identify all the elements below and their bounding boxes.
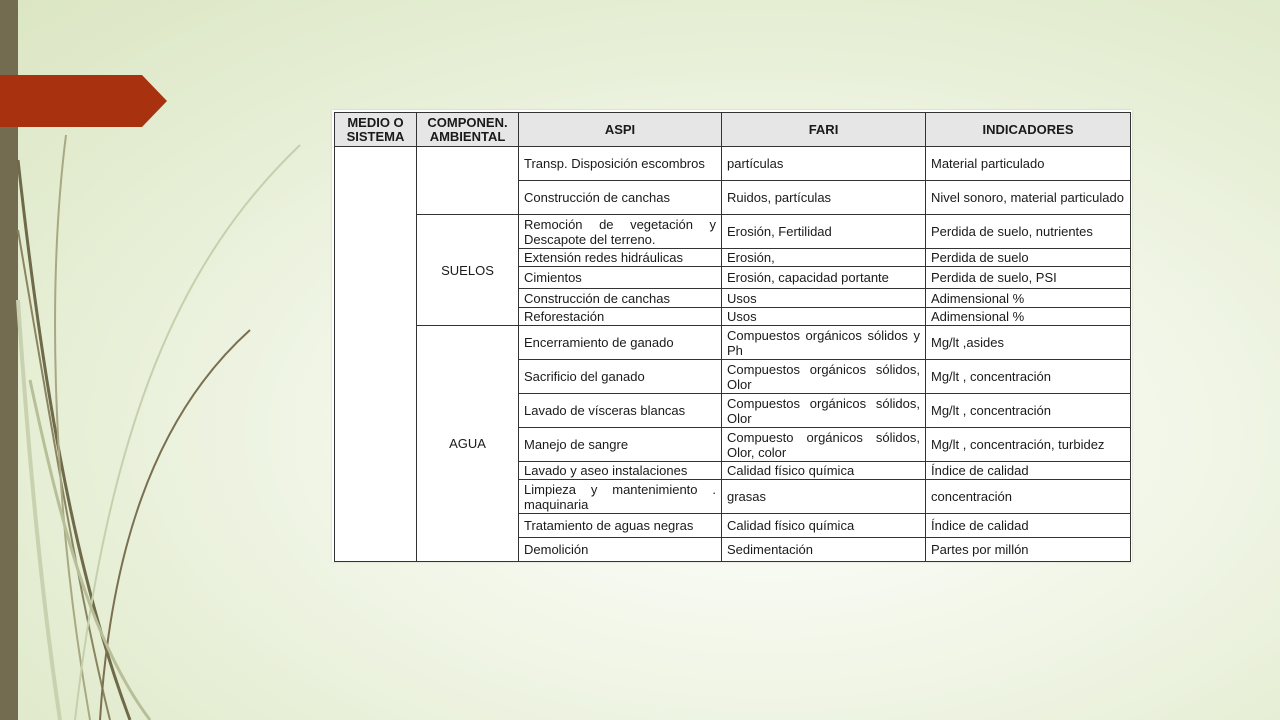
medio-cell bbox=[335, 147, 417, 562]
fari-cell: Compuestos orgánicos sólidos, Olor bbox=[722, 394, 926, 428]
fari-cell: Calidad físico química bbox=[722, 462, 926, 480]
aspi-cell: Construcción de canchas bbox=[519, 181, 722, 215]
indicador-cell: Perdida de suelo bbox=[926, 249, 1131, 267]
indicador-cell: Mg/lt , concentración bbox=[926, 394, 1131, 428]
fari-cell: Compuestos orgánicos sólidos, Olor bbox=[722, 360, 926, 394]
aspi-cell: Extensión redes hidráulicas bbox=[519, 249, 722, 267]
fari-cell: Compuestos orgánicos sólidos y Ph bbox=[722, 326, 926, 360]
indicador-cell: Adimensional % bbox=[926, 289, 1131, 308]
fari-cell: Sedimentación bbox=[722, 538, 926, 562]
indicador-cell: Adimensional % bbox=[926, 308, 1131, 326]
componente-agua: AGUA bbox=[417, 326, 519, 562]
fari-cell: Ruidos, partículas bbox=[722, 181, 926, 215]
header-indicadores: INDICADORES bbox=[926, 113, 1131, 147]
header-componente: COMPONEN. AMBIENTAL bbox=[417, 113, 519, 147]
fari-cell: Erosión, Fertilidad bbox=[722, 215, 926, 249]
indicador-cell: Índice de calidad bbox=[926, 514, 1131, 538]
aspi-cell: Construcción de canchas bbox=[519, 289, 722, 308]
aspi-cell: Manejo de sangre bbox=[519, 428, 722, 462]
indicador-cell: Mg/lt ,asides bbox=[926, 326, 1131, 360]
indicador-cell: Mg/lt , concentración, turbidez bbox=[926, 428, 1131, 462]
aspi-cell: Demolición bbox=[519, 538, 722, 562]
indicador-cell: Perdida de suelo, nutrientes bbox=[926, 215, 1131, 249]
componente-cell-empty bbox=[417, 147, 519, 215]
fari-cell: partículas bbox=[722, 147, 926, 181]
table-row bbox=[335, 215, 1131, 249]
aspi-cell: Tratamiento de aguas negras bbox=[519, 514, 722, 538]
header-fari: FARI bbox=[722, 113, 926, 147]
header-aspi: ASPI bbox=[519, 113, 722, 147]
table-row bbox=[335, 147, 1131, 181]
environmental-impact-table bbox=[334, 112, 1131, 562]
aspi-cell: Lavado de vísceras blancas bbox=[519, 394, 722, 428]
indicador-cell: Índice de calidad bbox=[926, 462, 1131, 480]
table-row bbox=[335, 326, 1131, 360]
aspi-cell: Reforestación bbox=[519, 308, 722, 326]
header-medio: MEDIO O SISTEMA bbox=[335, 113, 417, 147]
aspi-cell: Sacrificio del ganado bbox=[519, 360, 722, 394]
fari-cell: Compuesto orgánicos sólidos, Olor, color bbox=[722, 428, 926, 462]
fari-cell: grasas bbox=[722, 480, 926, 514]
aspi-cell: Transp. Disposición escombros bbox=[519, 147, 722, 181]
aspi-cell: Encerramiento de ganado bbox=[519, 326, 722, 360]
indicador-cell: Partes por millón bbox=[926, 538, 1131, 562]
indicador-cell: Material particulado bbox=[926, 147, 1131, 181]
indicador-cell: Perdida de suelo, PSI bbox=[926, 267, 1131, 289]
fari-cell: Calidad físico química bbox=[722, 514, 926, 538]
aspi-cell: Limpieza y mantenimiento . maquinaria bbox=[519, 480, 722, 514]
indicador-cell: Mg/lt , concentración bbox=[926, 360, 1131, 394]
aspi-cell: Lavado y aseo instalaciones bbox=[519, 462, 722, 480]
fari-cell: Usos bbox=[722, 289, 926, 308]
table-header-row bbox=[335, 113, 1131, 147]
environmental-table-container bbox=[332, 110, 1132, 562]
aspi-cell: Remoción de vegetación y Descapote del terreno. bbox=[519, 215, 722, 249]
indicador-cell: Nivel sonoro, material particulado bbox=[926, 181, 1131, 215]
indicador-cell: concentración bbox=[926, 480, 1131, 514]
aspi-cell: Cimientos bbox=[519, 267, 722, 289]
red-arrow-tab bbox=[0, 75, 167, 127]
fari-cell: Usos bbox=[722, 308, 926, 326]
fari-cell: Erosión, capacidad portante bbox=[722, 267, 926, 289]
fari-cell: Erosión, bbox=[722, 249, 926, 267]
componente-suelos: SUELOS bbox=[417, 215, 519, 326]
